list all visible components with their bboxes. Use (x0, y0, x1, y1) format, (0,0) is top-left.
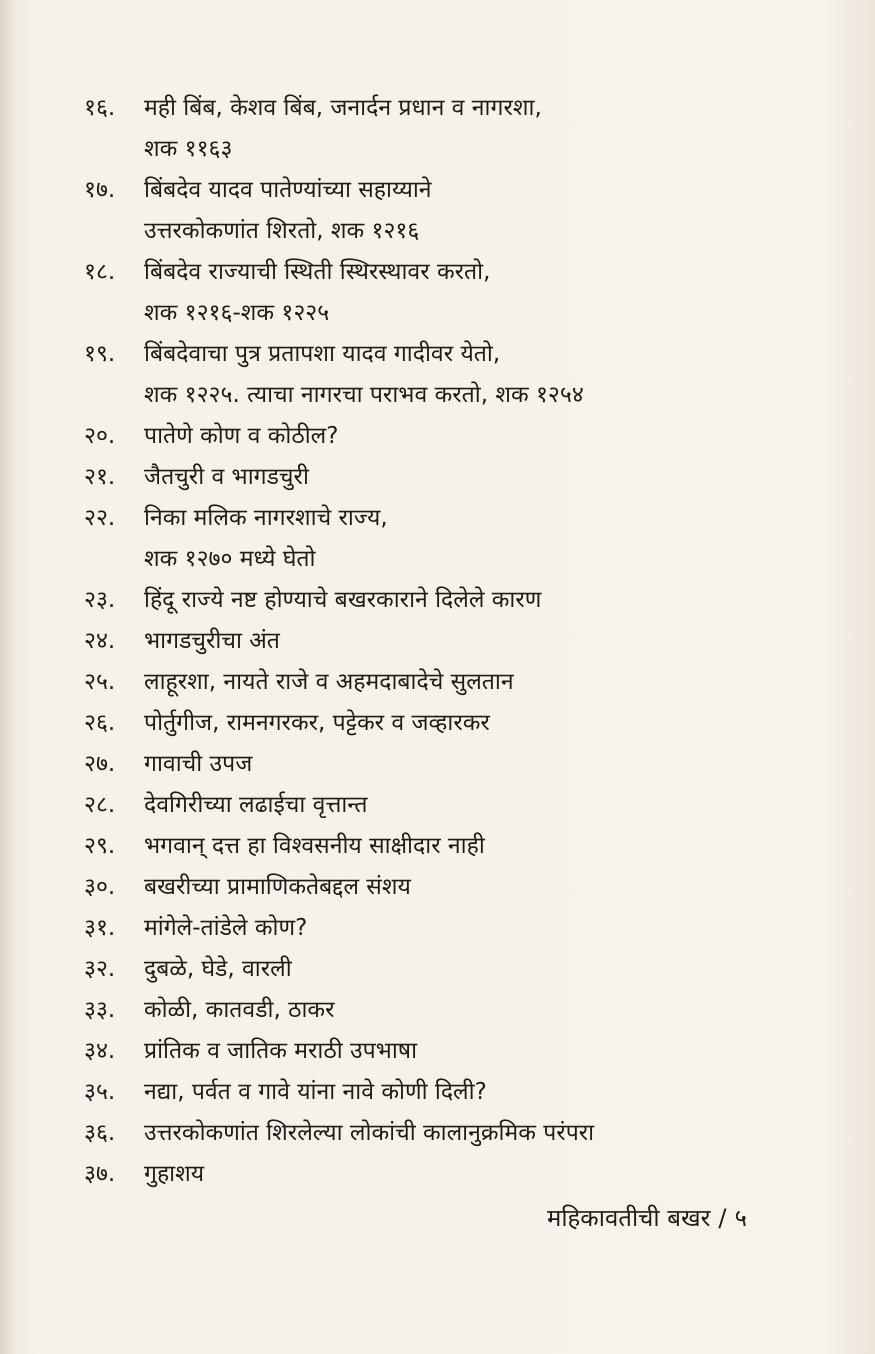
toc-entry-line: देवगिरीच्या लढाईचा वृत्तान्त (144, 792, 368, 818)
toc-entry-line: शक ११६३ (144, 136, 233, 162)
toc-entry-title (144, 1113, 844, 1154)
toc-entry-title (144, 88, 844, 170)
toc-entry-number: २४. (84, 628, 116, 654)
toc-entry (84, 908, 844, 949)
toc-entry-title (144, 826, 844, 867)
toc-entry-line: भागडचुरीचा अंत (144, 628, 280, 654)
toc-entry (84, 785, 844, 826)
toc-entry (84, 826, 844, 867)
toc-entry-number: ३७. (84, 1161, 116, 1187)
toc-entry (84, 1154, 844, 1195)
toc-entry-number: २६. (84, 710, 116, 736)
toc-entry-title (144, 744, 844, 785)
toc-entry-line: शक १२७० मध्ये घेतो (144, 546, 316, 572)
toc-entry-line: पोर्तुगीज, रामनगरकर, पट्टेकर व जव्हारकर (144, 710, 490, 736)
toc-entry-number: १८. (84, 259, 116, 285)
toc-entry-line: गावाची उपज (144, 751, 253, 777)
toc-entry (84, 498, 844, 580)
toc-entry-number: २०. (84, 423, 116, 449)
toc-entry-title (144, 1072, 844, 1113)
toc-entry-line: शक १२२५. त्याचा नागरचा पराभव करतो, शक १२५४ (144, 382, 584, 408)
toc-entry-line: हिंदू राज्ये नष्ट होण्याचे बखरकाराने दिलेले कारण (144, 587, 542, 613)
toc-entry (84, 580, 844, 621)
toc-entry-title (144, 867, 844, 908)
toc-entry-title (144, 1154, 844, 1195)
toc-entry-number: ३०. (84, 874, 116, 900)
toc-entry-line: मांगेले-तांडेले कोण? (144, 915, 308, 941)
toc-entry-number: ३३. (84, 997, 116, 1023)
toc-entry-number: ३५. (84, 1079, 116, 1105)
toc-entry-number: ३२. (84, 956, 116, 982)
toc-entry-title (144, 170, 844, 252)
page-footer (547, 1198, 747, 1238)
toc-entry (84, 867, 844, 908)
toc-entry-line: दुबळे, घेडे, वारली (144, 956, 292, 982)
toc-entry (84, 88, 844, 170)
toc-entry (84, 744, 844, 785)
toc-entry (84, 252, 844, 334)
toc-entry-line: निका मलिक नागरशाचे राज्य, (144, 505, 388, 531)
toc-entry-number: १६. (84, 95, 116, 121)
toc-entry (84, 416, 844, 457)
toc-entry (84, 1072, 844, 1113)
toc-entry (84, 703, 844, 744)
toc-entry-number: २३. (84, 587, 116, 613)
toc-entry-line: उत्तरकोकणांत शिरलेल्या लोकांची कालानुक्रमिक परंपरा (144, 1120, 595, 1146)
toc-entry-title (144, 908, 844, 949)
footer-separator: / (718, 1204, 727, 1232)
toc-entry-number: ३६. (84, 1120, 116, 1146)
toc-entry-title (144, 416, 844, 457)
toc-entry-title (144, 498, 844, 580)
toc-entry-number: ३४. (84, 1038, 116, 1064)
spine-shadow (0, 0, 18, 1354)
toc-entry (84, 1113, 844, 1154)
toc-entry-line: पातेणे कोण व कोठील? (144, 423, 339, 449)
toc-entry-number: २५. (84, 669, 116, 695)
toc-entry-line: उत्तरकोकणांत शिरतो, शक १२१६ (144, 218, 420, 244)
toc-entry-line: गुहाशय (144, 1161, 205, 1187)
toc-entry-number: २१. (84, 464, 116, 490)
toc-entry-title (144, 990, 844, 1031)
toc-entry (84, 334, 844, 416)
table-of-contents (84, 88, 844, 1195)
toc-entry (84, 457, 844, 498)
toc-entry-line: कोळी, कातवडी, ठाकर (144, 997, 335, 1023)
toc-entry-line: मही बिंब, केशव बिंब, जनार्दन प्रधान व नागरशा, (144, 95, 542, 121)
footer-book-title: महिकावतीची बखर (546, 1204, 711, 1232)
toc-entry-title (144, 703, 844, 744)
toc-entry-number: १७. (84, 177, 116, 203)
toc-entry-line: बिंबदेवाचा पुत्र प्रतापशा यादव गादीवर येतो, (144, 341, 501, 367)
toc-entry-line: जैतचुरी व भागडचुरी (144, 464, 309, 490)
toc-entry-title (144, 457, 844, 498)
toc-entry-number: ३१. (84, 915, 116, 941)
toc-entry (84, 170, 844, 252)
toc-entry-title (144, 949, 844, 990)
toc-entry (84, 621, 844, 662)
toc-entry-title (144, 621, 844, 662)
toc-entry-line: नद्या, पर्वत व गावे यांना नावे कोणी दिली? (144, 1079, 487, 1105)
toc-entry-line: प्रांतिक व जातिक मराठी उपभाषा (144, 1038, 418, 1064)
toc-entry (84, 1031, 844, 1072)
toc-entry-number: २२. (84, 505, 116, 531)
toc-entry-title (144, 334, 844, 416)
toc-entry (84, 662, 844, 703)
toc-entry-title (144, 580, 844, 621)
toc-entry (84, 990, 844, 1031)
toc-entry-line: बखरीच्या प्रामाणिकतेबद्दल संशय (144, 874, 411, 900)
footer-page-number: ५ (734, 1204, 747, 1232)
toc-entry-title (144, 252, 844, 334)
toc-entry-line: बिंबदेव राज्याची स्थिती स्थिरस्थावर करतो, (144, 259, 491, 285)
toc-entry (84, 949, 844, 990)
toc-entry-number: २८. (84, 792, 116, 818)
toc-entry-number: १९. (84, 341, 116, 367)
toc-entry-number: २७. (84, 751, 116, 777)
toc-entry-title (144, 785, 844, 826)
toc-entry-line: बिंबदेव यादव पातेण्यांच्या सहाय्याने (144, 177, 432, 203)
toc-entry-title (144, 1031, 844, 1072)
toc-entry-number: २९. (84, 833, 116, 859)
toc-entry-line: लाहूरशा, नायते राजे व अहमदाबादेचे सुलतान (144, 669, 514, 695)
toc-entry-title (144, 662, 844, 703)
toc-entry-line: भगवान् दत्त हा विश्वसनीय साक्षीदार नाही (144, 833, 485, 859)
toc-entry-line: शक १२१६-शक १२२५ (144, 300, 330, 326)
